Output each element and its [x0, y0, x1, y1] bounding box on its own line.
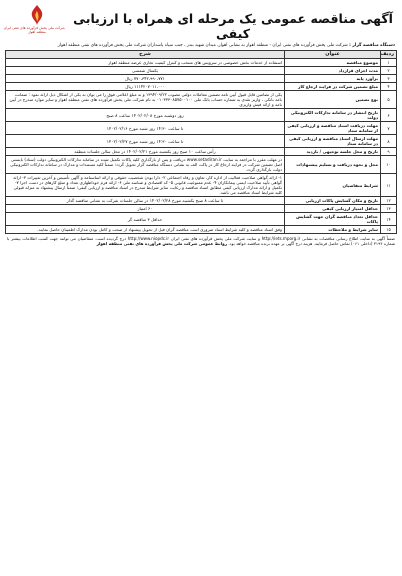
- row-num: ۱۳: [381, 205, 397, 213]
- table-row: [6, 135, 397, 148]
- row-num: ۳: [381, 75, 397, 83]
- row-value: یکی از تضامین قابل قبول آیین نامه تضمین معاملات دولتی مصوب ۱۳۹۴/۰۹/۲۲ و به مبلغ اعلامی فوق را می توان به یکی از اشکال ذیل ارائه نمود : ضمانت نامه بانکی ، واریز نقدی به شماره حساب بانک ملی ۰۱۰۳۳۳۰۸۵۷۵۰۰۱۰۰ به نام شرکت ملی پخش فرآورده های نفتی منطقه اهواز و سایر موارد مندرج در آیین نامه و ارائه فیش واریزی: [6, 91, 285, 109]
- row-label: موضوع مناقصه: [285, 59, 381, 67]
- row-value: تا ساعت ۱۴:۳۰ روز شنبه مورخ ۱۴۰۲/۰۲/۲۷: [6, 135, 285, 148]
- table-row: [6, 59, 397, 67]
- row-value: ۱- ارائه گواهی صلاحیت فعالیت از اداره کار، تعاون و رفاه اجتماعی ۲- دارا بودن شخصیت حقوقی و ارائه اساسنامه و آگهی تأسیس و آخرین تغییرات ۳- ارائه گواهی تأیید صلاحیت ایمنی پیمانکاران ۴- عدم ممنوعیت قانونی ۵- کد اقتصادی و شناسه ملی ۶- ارائه فرم خوداظهاری تعداد و مبلغ کارهای در دست اجرا ۷- تکمیل و ارائه مدارک ارزیابی کیفی مطابق اسناد مناقصه و رعایت سایر شرایط مندرج در اسناد مناقصه و ارزیابی کیفی؛ ضمناً ارسال پیشنهاد به منزله قبولی کلیه شرایط اسناد مناقصه می باشد.: [6, 174, 285, 197]
- row-value: تا ساعت ۸ صبح یکشنبه مورخ ۱۴۰۲/۰۲/۲۸ در سالن جلسات شرکت به نشانی مناقصه گذار: [6, 197, 285, 205]
- footer-note: [5, 236, 397, 246]
- table-row: [6, 122, 397, 135]
- row-value: تا ساعت ۱۴:۳۰ روز شنبه مورخ ۱۴۰۲/۰۲/۱۶: [6, 122, 285, 135]
- row-label: مهلت دریافت اسناد مناقصه و ارزیابی کیفی از سامانه ستاد: [285, 122, 381, 135]
- logo-text-2: منطقه اهواز: [28, 30, 46, 34]
- footer-text: ضمناً آگهی به سایت اطلاع رسانی مناقصات به نشانی http://iets.mporg.ir و سایت شرکت ملی پخش فرآورده های نفتی ایران http://www.niopdc.ir درج گردیده است. متقاضیان می توانند جهت کسب اطلاعات بیشتر با شماره ۳۱۹۴ (داخلی ۰۶۱) تماس حاصل فرمایند. هزینه درج آگهی بر عهده برنده مناقصه خواهد بود.: [7, 236, 395, 246]
- table-row: [6, 75, 397, 83]
- table-row: [6, 174, 397, 197]
- row-value: ۱۱۱۴۲۰۷۰۱۱،۰۰۰ ریال: [6, 83, 285, 91]
- row-label: مهلت ارسال اسناد مناقصه و ارزیابی کیفی در سامانه ستاد: [285, 135, 381, 148]
- row-label: مدت اجرای قرارداد: [285, 67, 381, 75]
- row-num: ۱۱: [381, 174, 397, 197]
- logo-text-1: شرکت ملی پخش فرآورده های نفتی ایران: [3, 26, 65, 30]
- row-value: حداقل ۳ مناقصه گر: [6, 213, 285, 226]
- row-label: تاریخ و محل جلسه توجیهی / بازدید: [285, 148, 381, 156]
- col-desc-header: شرح: [6, 51, 285, 59]
- table-row: [6, 205, 397, 213]
- row-num: ۲: [381, 67, 397, 75]
- table-row: [6, 109, 397, 122]
- row-value: در مهلت مقرر با مراجعه به سایت www.setadiran.ir دریافت و پس از بارگذاری کلیه پاکات تکمیل شده در سامانه تدارکات الکترونیکی دولت (ستاد) بایستی اصل تضمین شرکت در فرایند ارجاع کار در پاکت الف به نشانی دستگاه مناقصه گزار تحویل گردد؛ ضمناً کلیه مستندات و مدارک در سامانه تدارکات الکترونیکی دولت بارگذاری گردد.: [6, 156, 285, 174]
- row-label: شرایط متقاضیان: [285, 174, 381, 197]
- table-row: [6, 91, 397, 109]
- row-label: حداقل امتیاز ارزیابی کیفی: [285, 205, 381, 213]
- row-num: ۱۵: [381, 226, 397, 234]
- row-value: استفاده از خدمات بخش خصوصی در سرویس های منتخب و کنترل کیفیت تجاری عرضه منطقه اهواز: [6, 59, 285, 67]
- intro-lead: دستگاه مناقصه گزار :: [349, 43, 395, 48]
- table-row: [6, 156, 397, 174]
- intro-paragraph: [5, 43, 397, 48]
- row-label: سایر شرایط و ملاحظات: [285, 226, 381, 234]
- row-label: حداقل تعداد مناقصه گران جهت گشایش پاکات: [285, 213, 381, 226]
- row-num: ۱۴: [381, 213, 397, 226]
- row-num: ۱۰: [381, 156, 397, 174]
- col-num-header: ردیف: [381, 51, 397, 59]
- row-value: وفق اسناد مناقصه و کلیه شرایط اسناد ضروری است مناقصه گران قبل از تحویل پیشنهاد از صحت و کامل بودن مدارک اطمینان حاصل نمایند.: [6, 226, 285, 234]
- row-num: ۷: [381, 122, 397, 135]
- footer-signature: روابط عمومی شرکت ملی پخش فرآورده های نفتی منطقه اهواز: [96, 241, 228, 246]
- table-header-row: [6, 51, 397, 59]
- row-label: تاریخ انتشار در سامانه تدارکات الکترونیکی دولت: [285, 109, 381, 122]
- intro-text: شرکت ملی پخش فرآورده های نفتی ایران - منطقه اهواز به نشانی اهواز، میدان شهید بندر ، جنب سپاه پاسداران شرکت ملی پخش فرآورده های نفتی منطقه اهواز: [57, 43, 348, 48]
- table-row: [6, 197, 397, 205]
- row-value: روز دوشنبه مورخ ۱۴۰۲/۰۲/۰۸ ساعت ۸ صبح: [6, 109, 285, 122]
- col-title-header: عنوان: [285, 51, 381, 59]
- company-logo: [3, 4, 65, 38]
- row-value: رأس ساعت ۱۰ صبح روز یکشنبه مورخ ۱۴۰۲/۰۲/۲۱ در محل سالن جلسات منطقه: [6, 148, 285, 156]
- row-label: مبلغ تضمین شرکت در فرایند ارجاع کار: [285, 83, 381, 91]
- table-row: [6, 226, 397, 234]
- row-num: ۹: [381, 148, 397, 156]
- row-value: یکسال شمسی: [6, 67, 285, 75]
- table-row: [6, 67, 397, 75]
- row-num: ۴: [381, 83, 397, 91]
- table-row: [6, 148, 397, 156]
- row-num: ۸: [381, 135, 397, 148]
- flame-emblem-icon: [25, 4, 49, 26]
- header: [5, 4, 397, 40]
- row-label: نوع تضمین: [285, 91, 381, 109]
- row-num: ۱۲: [381, 197, 397, 205]
- table-row: [6, 83, 397, 91]
- row-label: محل و نحوه دریافت و تسلیم پیشنهادات: [285, 156, 381, 174]
- row-value: ۷۷۰،۳۴۲،۹۹۰،۷۷۱ ریال: [6, 75, 285, 83]
- row-label: برآورد پایه: [285, 75, 381, 83]
- row-label: تاریخ و مکان گشایش پاکات ارزیابی: [285, 197, 381, 205]
- row-num: ۱: [381, 59, 397, 67]
- row-num: ۶: [381, 109, 397, 122]
- row-num: ۵: [381, 91, 397, 109]
- page-title: آگهی مناقصه عمومی یک مرحله ای همراه با ارزیابی کیفی: [73, 11, 393, 41]
- row-value: ۶۰ امتیاز: [6, 205, 285, 213]
- table-row: [6, 213, 397, 226]
- tender-table: [5, 50, 397, 234]
